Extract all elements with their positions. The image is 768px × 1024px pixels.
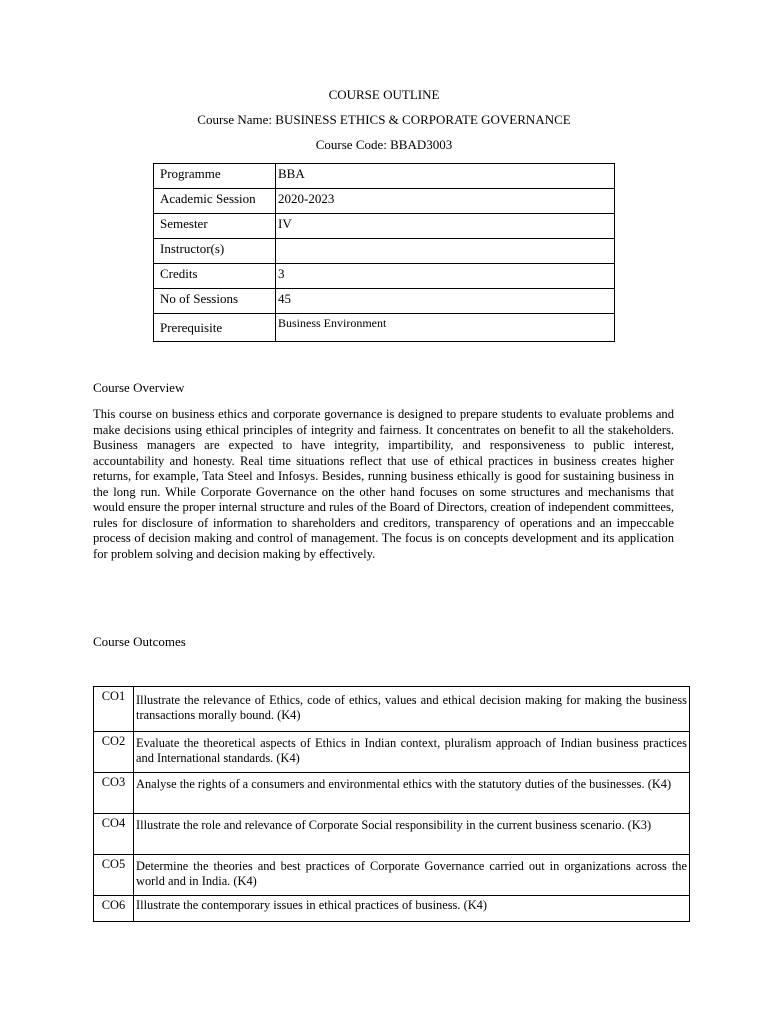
table-row <box>94 896 690 922</box>
info-label: Semester <box>154 214 276 239</box>
info-row-prerequisite <box>154 314 615 342</box>
info-row-semester <box>154 214 615 239</box>
outcome-text: Illustrate the contemporary issues in ethical practices of business. (K4) <box>134 896 690 922</box>
outcome-code: CO1 <box>94 687 134 732</box>
info-row-session <box>154 189 615 214</box>
info-value: 3 <box>276 264 615 289</box>
outcome-code: CO5 <box>94 855 134 896</box>
overview-heading: Course Overview <box>93 380 185 395</box>
info-value: Business Environment <box>276 314 615 342</box>
info-label: Instructor(s) <box>154 239 276 264</box>
outcome-text: Determine the theories and best practices of Corporate Governance carried out in organizations across the world and in India. (K4) <box>134 855 690 896</box>
outcome-text: Evaluate the theoretical aspects of Ethics in Indian context, pluralism approach of Indian business practices and International standards. (K4) <box>134 732 690 773</box>
outcome-code: CO6 <box>94 896 134 922</box>
outcome-text: Illustrate the relevance of Ethics, code of ethics, values and ethical decision making for making the business transactions morally bound. (K4) <box>134 687 690 732</box>
info-label: Prerequisite <box>154 314 276 342</box>
table-row <box>94 814 690 855</box>
outcomes-heading: Course Outcomes <box>93 634 186 649</box>
course-info-table <box>153 163 615 342</box>
info-value: 45 <box>276 289 615 314</box>
info-label: Programme <box>154 164 276 189</box>
info-row-programme <box>154 164 615 189</box>
info-label: Credits <box>154 264 276 289</box>
outcome-code: CO2 <box>94 732 134 773</box>
page-title: COURSE OUTLINE <box>328 87 440 102</box>
info-label: No of Sessions <box>154 289 276 314</box>
info-value: IV <box>276 214 615 239</box>
info-value <box>276 239 615 264</box>
outcome-text: Analyse the rights of a consumers and environmental ethics with the statutory duties of the businesses. (K4) <box>134 773 690 814</box>
table-row <box>94 732 690 773</box>
outcome-text: Illustrate the role and relevance of Corporate Social responsibility in the current business scenario. (K3) <box>134 814 690 855</box>
course-name: Course Name: BUSINESS ETHICS & CORPORATE GOVERNANCE <box>197 112 571 127</box>
info-row-instructor <box>154 239 615 264</box>
table-row <box>94 855 690 896</box>
outcome-code: CO3 <box>94 773 134 814</box>
course-code: Course Code: BBAD3003 <box>315 137 453 152</box>
overview-paragraph: This course on business ethics and corporate governance is designed to prepare students to evaluate problems and make decisions using ethical principles of integrity and fairness. It concentrates on benefit to all the stakeholders. Business managers are expected to have integrity, impartibility, and responsiveness to public interest, accountability and honesty. Real time situations reflect that use of ethical practices in business creates higher returns, for example, Tata Steel and Infosys. Besides, running business ethically is good for sustaining business in the long run. While Corporate Governance on the other hand focuses on some structures and mechanisms that would ensure the proper internal structure and rules of the Board of Directors, creation of independent committees, rules for disclosure of information to shareholders and creditors, transparency of operations and an impeccable process of decision making and control of management. The focus is on concepts development and its application for problem solving and decision making by effectively. <box>93 407 674 561</box>
outcome-code: CO4 <box>94 814 134 855</box>
course-outcomes-table <box>93 686 690 922</box>
info-row-credits <box>154 264 615 289</box>
table-row <box>94 773 690 814</box>
info-label: Academic Session <box>154 189 276 214</box>
info-row-sessions <box>154 289 615 314</box>
info-value: BBA <box>276 164 615 189</box>
table-row <box>94 687 690 732</box>
info-value: 2020-2023 <box>276 189 615 214</box>
